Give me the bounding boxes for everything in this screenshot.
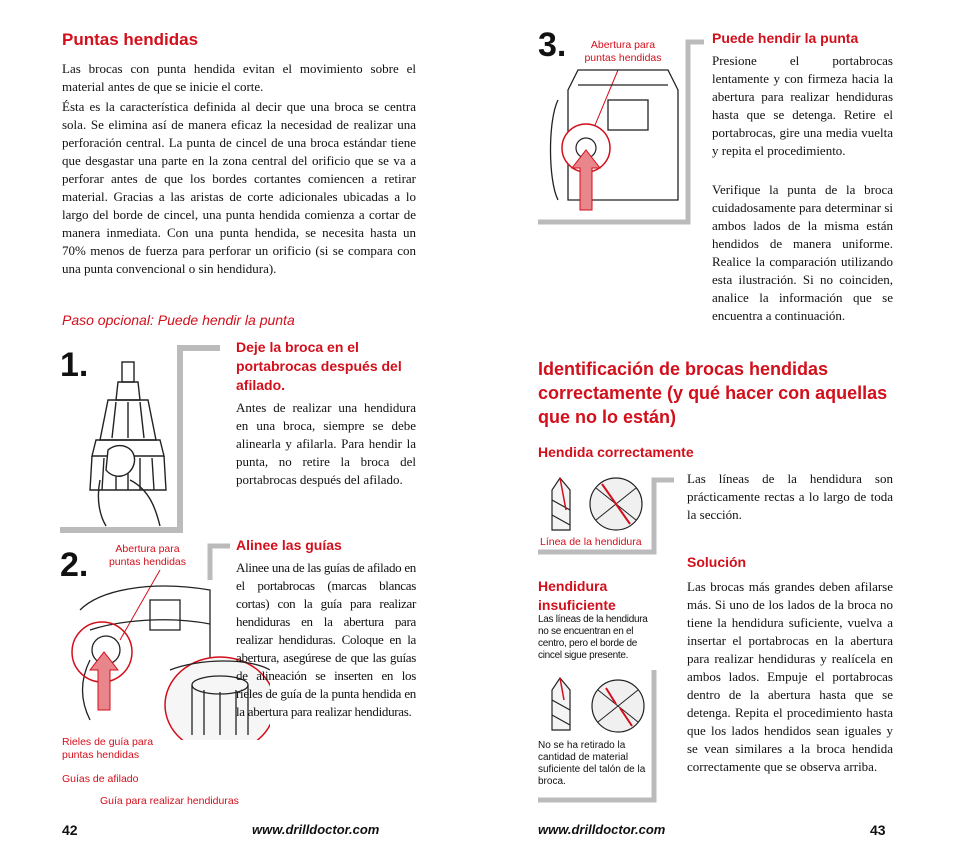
step3-text-2: Verifique la punta de la broca cuidadosamente para determinar si ambos lados de la misma están hendidos de manera uniforme. Realice la comparación utilizando esta ilustración. Si no coinciden, analice la información que se encuentra a continuación. [712,182,893,323]
intro-paragraph-2: Ésta es la característica definida al decir que una broca se centra sola. Se elimina así de manera eficaz la necesidad de realizar una perforación central. La punta de cincel de una broca estándar tiene que desgastar una parte en la zona central del orificio que se va a perforar antes de que los bordes cortantes comiencen a retirar material. Gracias a las aristas de corte adicionales ubicadas a lo largo del borde de cincel, una punta hendida comienza a cortar de manera inmediata. Con una punta hendida, se necesita hasta un 70% menos de fuerza para perforar un orificio (si se compara con una punta convencional o sin hendidura). [62,99,416,276]
step2-callout-opening: Abertura para puntas hendidas [108,543,187,568]
step2-callout-guides: Guías de afilado [62,773,139,785]
correct-text: Las líneas de la hendidura son prácticamente rectas a lo largo de toda la sección. [687,471,893,522]
section-title: Identificación de brocas hendidas correctamente (y qué hacer con aquellas que no lo están) [538,359,888,427]
left-footer-url[interactable]: www.drilldoctor.com [252,822,380,837]
step2-heading: Alinee las guías [236,537,342,553]
step2-callout-split-guide: Guía para realizar hendiduras [100,795,239,807]
optional-step-label: Paso opcional: Puede hendir la punta [62,312,295,328]
step2-callout-rails: Rieles de guía para puntas hendidas [62,736,154,761]
solution-text: Las brocas más grandes deben afilarse más. Si uno de los lados de la broca no tiene la hendidura suficiente, vuelva a insertar el portabrocas en la abertura para realizar hendiduras y realícela en ambos lados. Empuje el portabrocas dentro de la abertura hasta que se detenga. Repita el procedimiento hasta que los lados hendidos sean iguales y se vean similares a la broca hendida correctamente que se observa arriba. [687,579,893,774]
step1-text: Antes de realizar una hendidura en una broca, siempre se debe alinearla y afilarla. Para hendir la punta, no retire la broca del portabrocas después del afilado. [236,400,416,487]
intro-paragraph-1: Las brocas con punta hendida evitan el movimiento sobre el material antes de que se inicie el corte. [62,61,416,94]
right-page-number: 43 [870,822,886,838]
step1-illustration [60,340,230,536]
correct-caption: Línea de la hendidura [540,536,642,548]
insufficient-caption: No se ha retirado la cantidad de material suficiente del talón de la broca. [538,740,646,787]
insufficient-heading: Hendidura insuficiente [538,578,616,613]
step1-number: 1. [60,346,89,384]
step1-heading: Deje la broca en el portabrocas después del afilado. [236,339,402,393]
step3-number: 3. [538,26,567,64]
left-page-number: 42 [62,822,78,838]
step3-callout-opening: Abertura para puntas hendidas [584,39,662,64]
step3-text-1: Presione el portabrocas lentamente y con firmeza hacia la abertura para realizar hendiduras hasta que se detenga. Retire el portabrocas, gire una media vuelta y repita el procedimiento. [712,53,893,158]
insufficient-note: Las líneas de la hendidura no se encuentran en el centro, pero el borde de cincel sigue presente. [538,614,648,661]
correct-heading: Hendida correctamente [538,444,694,460]
right-footer-url[interactable]: www.drilldoctor.com [538,822,666,837]
step2-text: Alinee una de las guías de afilado en el portabrocas (marcas blancas cortas) con la guía para realizar hendiduras en la abertura para realizar hendiduras. Coloque en la abertura, asegúrese de que las guías de alineación se inserten en los rieles de guía de la punta hendida en la abertura para realizar hendiduras. [236,560,416,719]
left-page-title: Puntas hendidas [62,30,199,49]
step3-heading: Puede hendir la punta [712,30,859,46]
step3-illustration [538,26,708,230]
solution-heading: Solución [687,554,747,570]
step2-number: 2. [60,546,89,584]
